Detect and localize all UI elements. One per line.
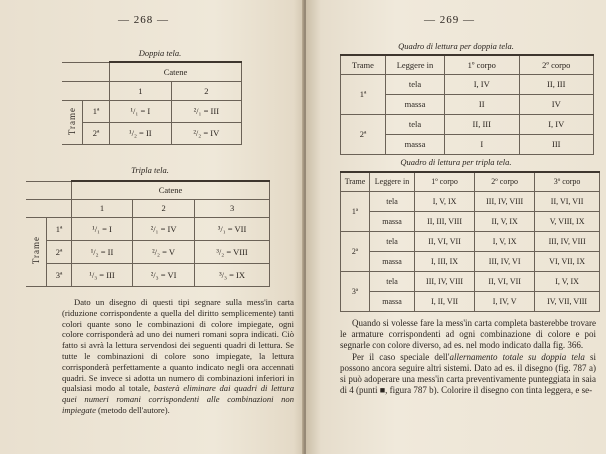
row-label: 1ª — [341, 191, 370, 231]
row-label: 2ª — [47, 240, 72, 263]
table-cell: VI, VII, IX — [535, 251, 600, 271]
table-cell: ²/₂ = V — [133, 240, 195, 263]
row-label: 1ª — [341, 74, 386, 114]
table-caption: Quadro di lettura per tripla tela. — [400, 157, 512, 167]
table-cell: III, IV, VI — [475, 251, 535, 271]
table-cell: III, IV, VIII — [475, 191, 535, 211]
read-in-label: tela — [370, 271, 415, 291]
column-header: 2º corpo — [519, 55, 594, 74]
table-cell: ¹/₂ = II — [72, 240, 133, 263]
table-cell: II, VI, VII — [415, 231, 475, 251]
paragraph-text: si possono ancora seguire altri sistemi. Dato ad es. il disegno (fig. 787 a) si può adoperare una mess'in carta preventivamente punteggiata in saia di 4 (punti ■, figura 787 b). Colorire il disegno con tinta leggera, e se- — [340, 351, 596, 396]
column-header: 3º corpo — [535, 172, 600, 191]
column-header: 2º corpo — [475, 172, 535, 191]
double-cloth-reading-table — [340, 54, 594, 155]
right-page — [306, 0, 606, 454]
row-label: 2ª — [341, 231, 370, 271]
read-in-label: massa — [370, 251, 415, 271]
table-cell: III, IV, VIII — [415, 271, 475, 291]
table-cell: ¹/₃ = III — [72, 263, 133, 286]
row-label: 1ª — [47, 217, 72, 240]
read-in-label: tela — [370, 231, 415, 251]
body-paragraph — [340, 318, 596, 396]
body-paragraph — [62, 297, 294, 416]
read-in-label: tela — [386, 74, 445, 94]
row-group-label: Trame — [31, 236, 41, 265]
table-cell: ¹/₁ = I — [110, 100, 172, 122]
column-header: Leggere in — [370, 172, 415, 191]
col-label: 1 — [72, 199, 133, 217]
table-cell: IV — [519, 94, 594, 114]
column-header: Trame — [341, 55, 386, 74]
table-cell: II, III — [445, 114, 520, 134]
table-cell: ²/₁ = IV — [133, 217, 195, 240]
table-cell: ³/₂ = VIII — [195, 240, 270, 263]
row-label: 2ª — [83, 122, 110, 144]
table-cell: I, V, IX — [535, 271, 600, 291]
column-header: Trame — [341, 172, 370, 191]
row-label: 3ª — [47, 263, 72, 286]
table-cell: ¹/₂ = II — [110, 122, 172, 144]
double-cloth-table — [62, 61, 242, 145]
col-label: 2 — [171, 81, 241, 100]
table-cell: III, IV, VIII — [535, 231, 600, 251]
table-caption: Tripla tela. — [131, 165, 169, 175]
table-cell: III — [519, 134, 594, 154]
row-label: 3ª — [341, 271, 370, 311]
table-header: Catene — [110, 62, 242, 81]
table-cell: I, IV — [519, 114, 594, 134]
triple-cloth-table — [26, 180, 270, 287]
table-caption: Doppia tela. — [138, 48, 182, 58]
table-cell: V, VIII, IX — [535, 211, 600, 231]
table-cell: II — [445, 94, 520, 114]
triple-cloth-reading-table — [340, 171, 600, 312]
table-cell: I — [445, 134, 520, 154]
table-cell: I, II, VII — [415, 291, 475, 311]
column-header: 1º corpo — [445, 55, 520, 74]
table-cell: ²/₃ = VI — [133, 263, 195, 286]
table-cell: II, VI, VII — [475, 271, 535, 291]
read-in-label: massa — [386, 134, 445, 154]
table-cell: ³/₁ = VII — [195, 217, 270, 240]
paragraph-text: Quando si volesse fare la mess'in carta completa basterebbe trovare le armature corrispondenti ad ogni combinazione di colore e poi segnarle con colore diverso, ad es. nel modo indicato dalla fig. 366. — [340, 318, 596, 351]
row-group-label: Trame — [67, 106, 77, 136]
table-cell: I, V, IX — [475, 231, 535, 251]
paragraph-text: Per il caso speciale dell' — [352, 351, 450, 362]
page-number: — 269 — — [424, 14, 475, 26]
table-cell: II, III, VIII — [415, 211, 475, 231]
table-cell: IV, VII, VIII — [535, 291, 600, 311]
col-label: 1 — [110, 81, 172, 100]
read-in-label: tela — [370, 191, 415, 211]
table-cell: I, V, IX — [415, 191, 475, 211]
emphasis-text: allernamento totale su doppia tela — [449, 351, 585, 362]
row-label: 1ª — [83, 100, 110, 122]
row-label: 2ª — [341, 114, 386, 154]
table-caption: Quadro di lettura per doppia tela. — [398, 41, 514, 51]
column-header: 1º corpo — [415, 172, 475, 191]
read-in-label: massa — [386, 94, 445, 114]
table-cell: ²/₂ = IV — [171, 122, 241, 144]
emphasis-text: basterà eliminare dai quadri di lettura quei numeri romani corrispondenti alle combinazioni non impiegate — [62, 383, 295, 415]
table-cell: ¹/₁ = I — [72, 217, 133, 240]
col-label: 2 — [133, 199, 195, 217]
paragraph-text: (metodo dell'autore). — [95, 404, 170, 415]
col-label: 3 — [195, 199, 270, 217]
table-cell: II, III — [519, 74, 594, 94]
table-header: Catene — [72, 181, 270, 199]
read-in-label: massa — [370, 291, 415, 311]
table-cell: ²/₁ = III — [171, 100, 241, 122]
table-cell: I, IV, V — [475, 291, 535, 311]
table-cell: II, VI, VII — [535, 191, 600, 211]
table-cell: I, IV — [445, 74, 520, 94]
column-header: Leggere in — [386, 55, 445, 74]
paragraph-text: Dato un disegno di questi tipi segnare sulla mess'in carta (riduzione corrispondente a quella del diritto semplicemente) tanti colori quante sono le combinazioni di colore impiegate, ogni colore corrisponderà ad uno dei numeri romani sopra indicati. Ciò fatto si avrà la lettura servendosi dei seguenti quadri di lettura. Se tutte le combinazioni di colore sono impiegate, la lettura corrisponderà perfettamente a quanto indicato negli ora accennati quadri. Se invece si adotta un numero di combinazioni inferiori in qualsiasi modo al totale, — [62, 297, 294, 394]
table-cell: ³/₃ = IX — [195, 263, 270, 286]
table-cell: II, V, IX — [475, 211, 535, 231]
read-in-label: tela — [386, 114, 445, 134]
page-number: — 268 — — [118, 14, 169, 26]
table-cell: I, III, IX — [415, 251, 475, 271]
read-in-label: massa — [370, 211, 415, 231]
